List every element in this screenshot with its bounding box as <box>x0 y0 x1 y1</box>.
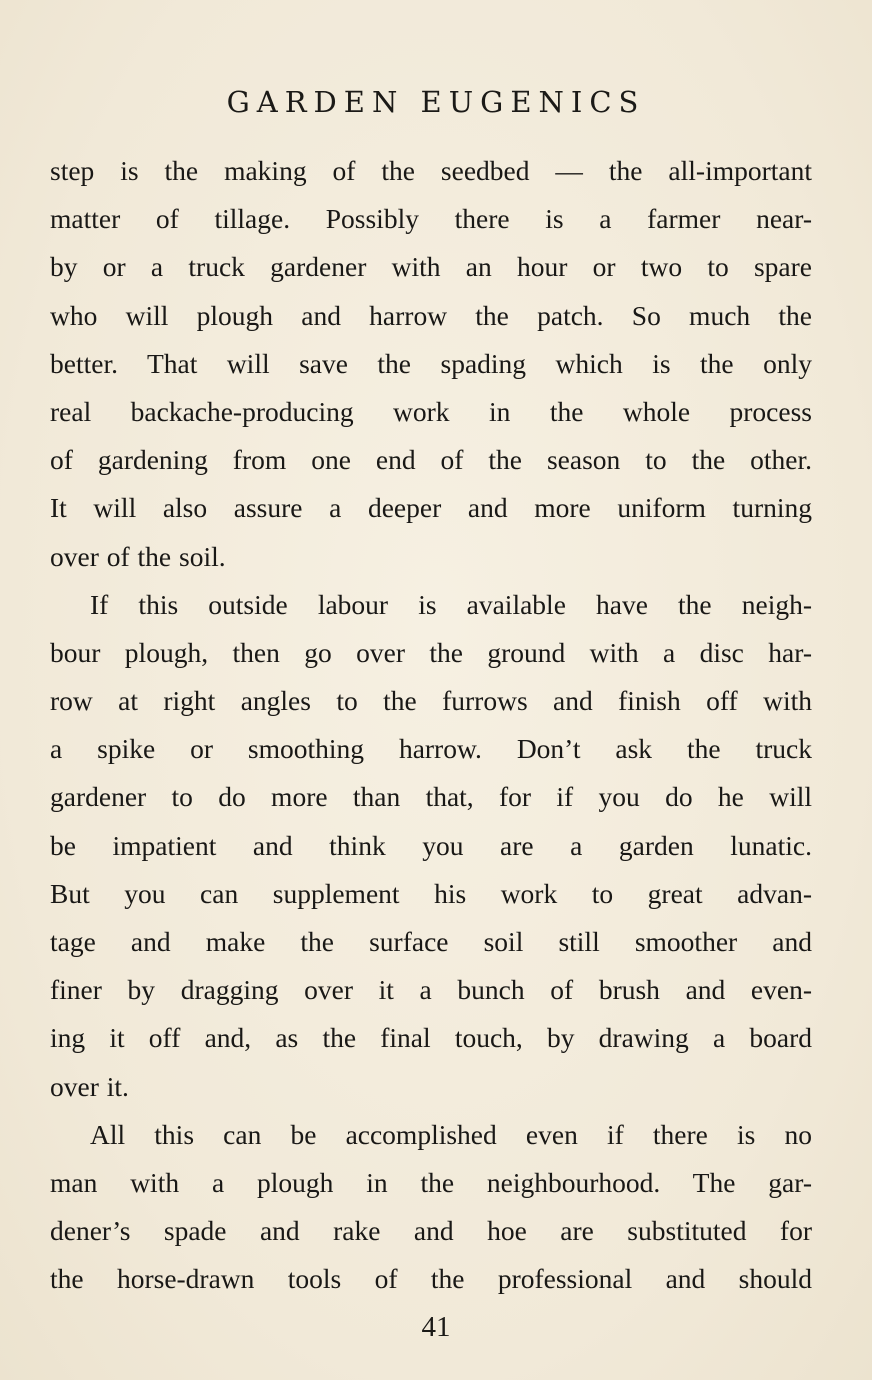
text-line: gardener to do more than that, for if you do he will <box>50 781 812 813</box>
text-line: step is the making of the seedbed — the all-important <box>50 155 812 186</box>
text-line: If this outside labour is available have the neigh- <box>90 588 812 620</box>
running-head: GARDEN EUGENICS <box>226 85 646 119</box>
text-line: the horse-drawn tools of the professional and should <box>50 1263 812 1295</box>
text-line: a spike or smoothing harrow. Don’t ask the truck <box>50 733 812 765</box>
text-line: But you can supplement his work to great advan- <box>50 877 812 909</box>
text-line: real backache-producing work in the whole process <box>50 395 812 427</box>
text-line: It will also assure a deeper and more uniform turning <box>50 492 812 524</box>
text-line: better. That will save the spading which is the only <box>50 347 812 379</box>
text-line: finer by dragging over it a bunch of brush and even- <box>50 974 812 1006</box>
text-line: over it. <box>50 1070 129 1102</box>
text-line: matter of tillage. Possibly there is a farmer near- <box>50 203 812 235</box>
text-line: man with a plough in the neighbourhood. The gar- <box>50 1166 812 1198</box>
text-line: dener’s spade and rake and hoe are substituted for <box>50 1215 812 1247</box>
text-line: row at right angles to the furrows and finish off with <box>50 685 812 717</box>
text-line: by or a truck gardener with an hour or two to spare <box>50 251 812 283</box>
text-line: tage and make the surface soil still smoother and <box>50 926 812 957</box>
text-line: be impatient and think you are a garden lunatic. <box>50 829 812 861</box>
text-line: ing it off and, as the final touch, by drawing a board <box>50 1022 812 1054</box>
text-line: who will plough and harrow the patch. So much the <box>50 299 812 331</box>
text-line: bour plough, then go over the ground with a disc har- <box>50 636 812 668</box>
text-line: over of the soil. <box>50 540 226 572</box>
text-line: All this can be accomplished even if there is no <box>90 1118 812 1150</box>
page-number: 41 <box>421 1311 451 1343</box>
body-text <box>50 147 812 1304</box>
text-line: of gardening from one end of the season to the other. <box>50 444 812 476</box>
